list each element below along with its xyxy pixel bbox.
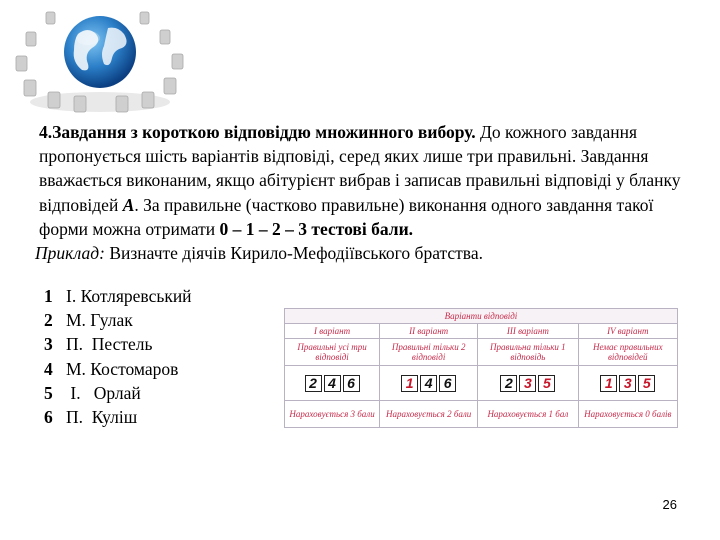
example-line [35, 241, 690, 265]
task-body-2: . За правильне (частково правильне) виконання одного завдання такої форми можна отримати [39, 194, 654, 239]
option-item [44, 284, 192, 308]
task-title: 4.Завдання з короткою відповіддю множинного вибору. [39, 122, 476, 142]
option-text: І. Орлай [66, 382, 141, 403]
answer-digit-box: 4 [324, 375, 341, 392]
option-number: 6 [44, 407, 53, 428]
option-item [44, 357, 192, 381]
option-item [44, 308, 192, 332]
answer-digit-box: 1 [401, 375, 418, 392]
variant-description: Немає правильних відповідей [578, 339, 677, 366]
task-body: До кожного завдання пропонується шість варіантів відповіді, серед яких лише три правильні. Завдання вважається виконаним, якщо абітурієнт вибрав і записав правильні відповіді у бланку відповідей [39, 122, 681, 215]
answer-digit-box: 3 [519, 375, 536, 392]
option-number: 1 [44, 286, 53, 306]
variant-description: Правильні тільки 2 відповіді [380, 339, 478, 366]
variant-description: Правильні усі три відповіді [285, 339, 380, 366]
variant-answer-boxes [380, 366, 478, 401]
task-scores: 0 – 1 – 2 – 3 тестові бали. [219, 218, 414, 239]
option-item [44, 381, 192, 405]
answer-digit-box: 3 [619, 375, 636, 392]
answer-variants-table [284, 308, 678, 428]
option-number: 3 [44, 334, 53, 355]
variant-answer-boxes [578, 366, 677, 401]
table-header: Варіанти відповіді [285, 309, 678, 324]
answer-digit-box: 2 [305, 375, 322, 392]
variant-result: Нараховується 3 бали [285, 401, 380, 428]
option-text: П. Пестель [66, 334, 153, 355]
page-number: 26 [662, 497, 677, 512]
option-item [44, 405, 192, 429]
options-list [44, 284, 192, 429]
answer-digit-box: 1 [600, 375, 617, 392]
variant-name: І варіант [285, 324, 380, 339]
option-text: М. Гулак [66, 310, 133, 331]
answer-digit-box: 6 [439, 375, 456, 392]
globe-with-chairs-logo [8, 4, 186, 116]
variant-answer-boxes [478, 366, 578, 401]
variant-answer-boxes [285, 366, 380, 401]
variant-name: ІІ варіант [380, 324, 478, 339]
variant-name: ІІІ варіант [478, 324, 578, 339]
option-item [44, 332, 192, 356]
answer-digit-box: 5 [638, 375, 655, 392]
answer-digit-box: 4 [420, 375, 437, 392]
option-number: 2 [44, 310, 53, 331]
variant-result: Нараховується 0 балів [578, 401, 677, 428]
answer-digit-box: 6 [343, 375, 360, 392]
option-text: П. Куліш [66, 407, 138, 428]
task-description [35, 120, 690, 265]
option-text: М. Костомаров [66, 358, 179, 379]
variant-description: Правильна тільки 1 відповідь [478, 339, 578, 366]
task-paragraph [35, 120, 690, 241]
variant-result: Нараховується 1 бал [478, 401, 578, 428]
answer-digit-box: 2 [500, 375, 517, 392]
option-text: І. Котляревський [66, 286, 192, 306]
example-label: Приклад: [35, 243, 105, 264]
answer-digit-box: 5 [538, 375, 555, 392]
variant-result: Нараховується 2 бали [380, 401, 478, 428]
example-question: Визначте діячів Кирило-Мефодіївського братства. [104, 243, 483, 264]
variant-name: IV варіант [578, 324, 677, 339]
option-number: 5 [44, 382, 53, 403]
option-number: 4 [44, 358, 53, 379]
answer-letter: А [122, 194, 135, 215]
